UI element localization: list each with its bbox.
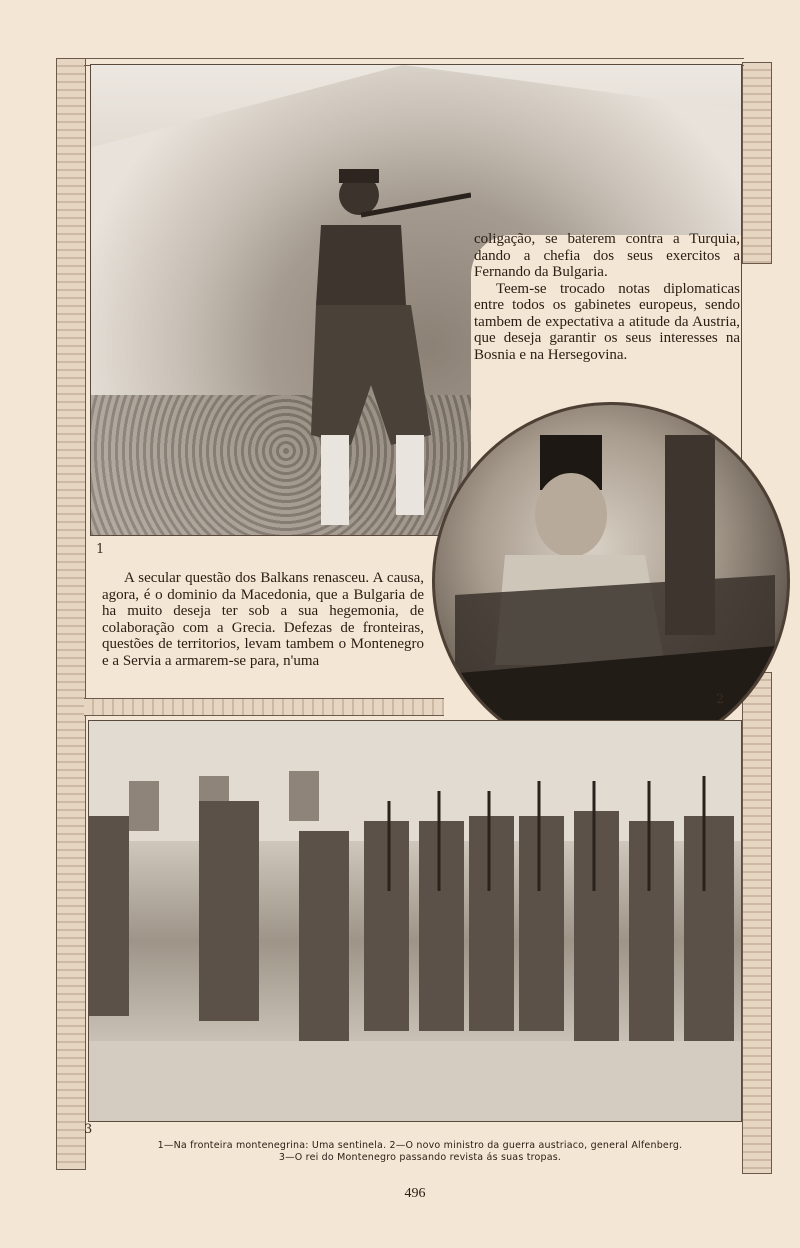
caption-line: 1—Na fronteira montenegrina: Uma sentinela. 2—O novo ministro da guerra austriaco, general Alfenberg. (157, 1140, 683, 1151)
ornamental-border-middle (84, 698, 444, 716)
troops-scene (89, 721, 741, 1121)
ornamental-border-left (56, 58, 86, 1170)
caption-line: 3—O rei do Montenegro passando revista ás suas tropas. (278, 1152, 562, 1163)
ornamental-border-right-top (742, 62, 772, 264)
ornamental-border-right-bottom (742, 672, 772, 1174)
photo-captions (100, 1140, 740, 1164)
photo-general-portrait (432, 402, 790, 760)
page-number: 496 (404, 1186, 426, 1201)
article-paragraph: coligação, se baterem contra a Turquia, dando a chefia dos seus exercitos a Fernando da Bulgaria. (474, 231, 740, 280)
article-text-left (102, 570, 424, 669)
figure-label-1: 1 (96, 542, 105, 557)
general-figure (435, 405, 787, 757)
sentinel-figure (281, 155, 471, 536)
article-paragraph: Teem-se trocado notas diplomaticas entre todos os gabinetes europeus, sendo tambem de expectativa a atitude da Austria, que deseja garantir os seus interesses na Bosnia e na Hersegovina. (474, 280, 740, 363)
photo-troop-review (88, 720, 742, 1122)
article-paragraph: A secular questão dos Balkans renasceu. A causa, agora, é o dominio da Macedonia, que a Bulgaria de ha muito deseja ter sob a sua hegemonia, de colaboração com a Grecia. Defezas de fronteiras, questões de territorios, levam tambem o Montenegro e a Servia a armarem-se para, n'uma (102, 570, 424, 669)
figure-label-2: 2 (716, 692, 725, 707)
article-text-right (474, 231, 740, 363)
figure-label-3: 3 (84, 1122, 93, 1137)
